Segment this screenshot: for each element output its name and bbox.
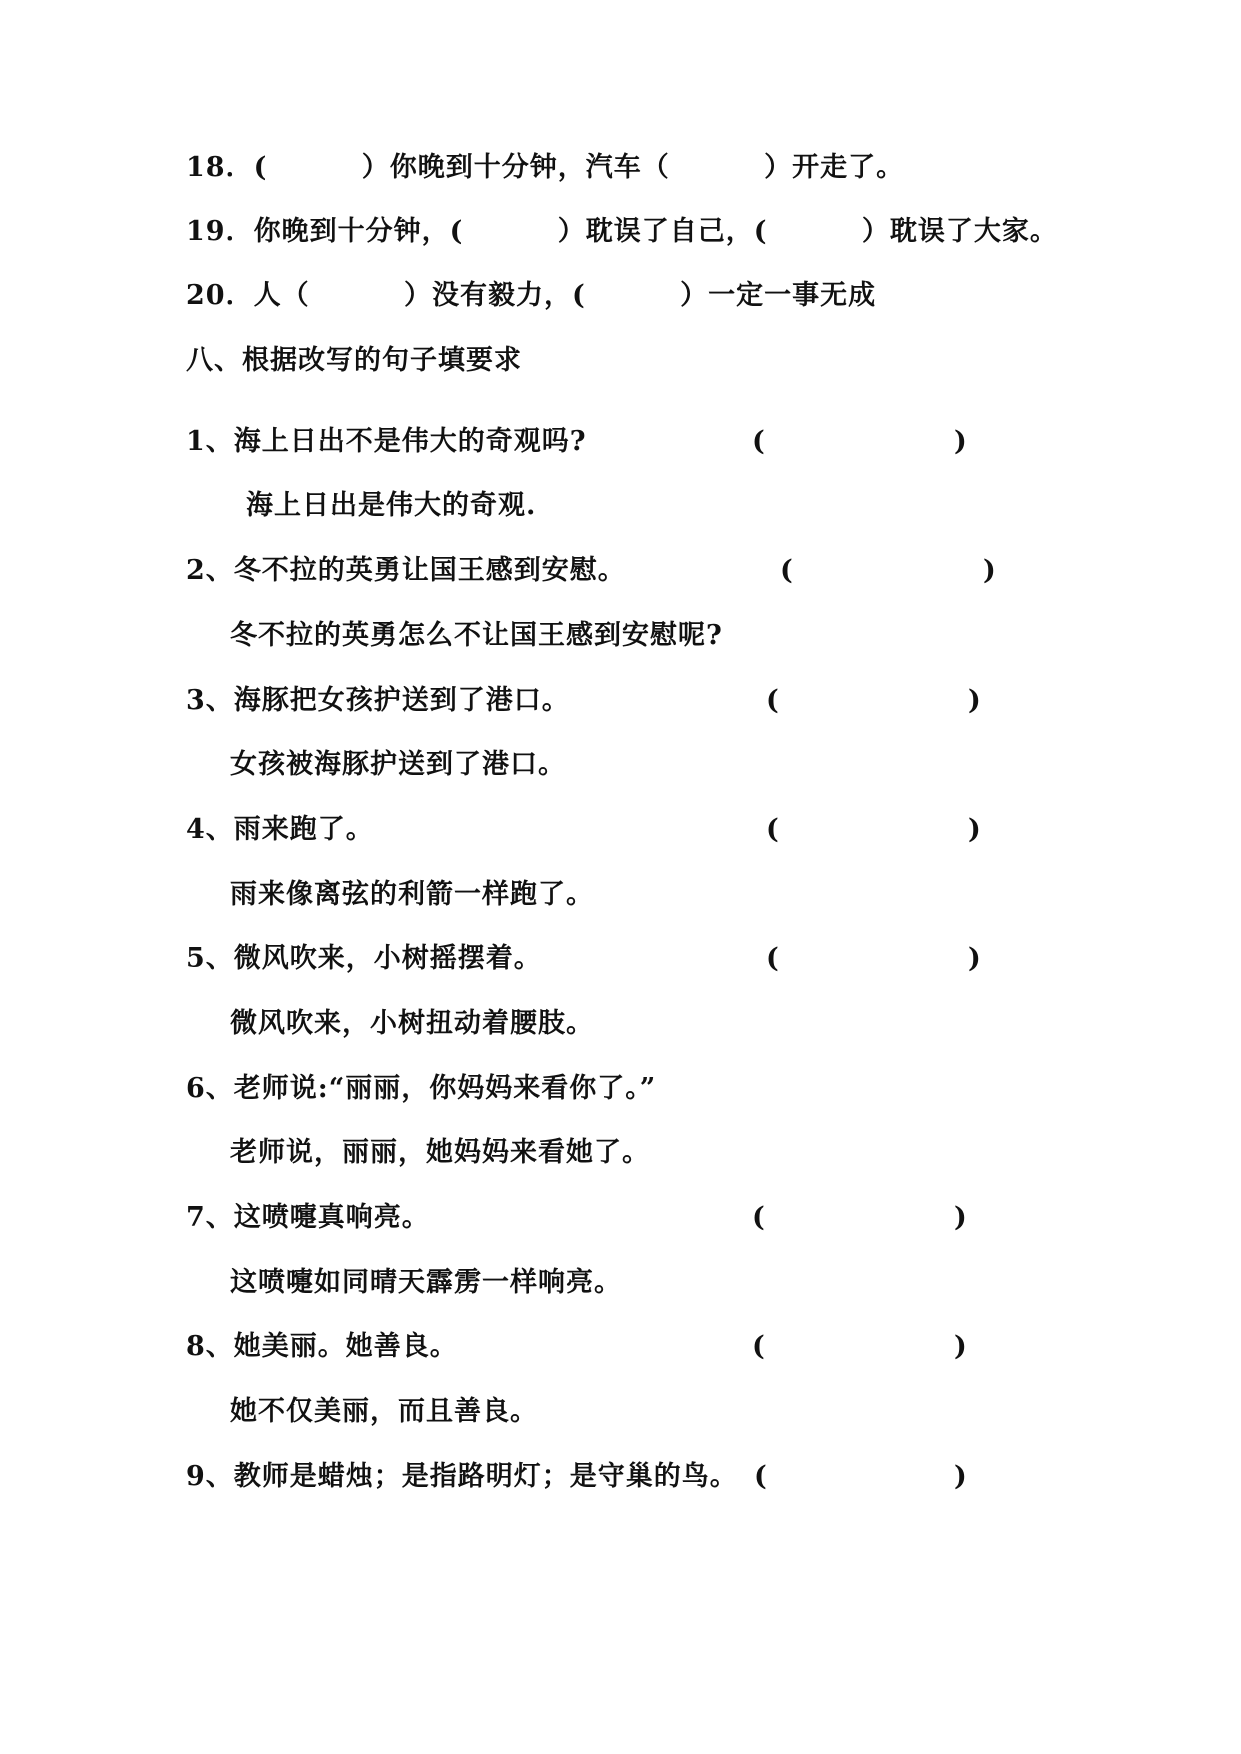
item-4-question: 4、雨来跑了。 bbox=[186, 814, 374, 845]
item-8-paren-open: ( bbox=[752, 1331, 765, 1362]
item-7-paren-open: ( bbox=[752, 1202, 765, 1233]
item-4-paren-close: ) bbox=[968, 814, 981, 845]
item-6-answer: 老师说，丽丽，她妈妈来看她了。 bbox=[230, 1137, 650, 1168]
item-3-answer: 女孩被海豚护送到了港口。 bbox=[230, 749, 566, 780]
item-4-answer: 雨来像离弦的利箭一样跑了。 bbox=[230, 879, 594, 910]
fill-blank-line-18: 18．( ）你晚到十分钟，汽车（ ）开走了。 bbox=[186, 152, 905, 183]
item-1-paren-open: ( bbox=[752, 426, 765, 457]
fill-blank-line-19: 19．你晚到十分钟，( ）耽误了自己，( ）耽误了大家。 bbox=[186, 216, 1058, 247]
item-2-question: 2、冬不拉的英勇让国王感到安慰。 bbox=[186, 555, 626, 586]
item-8-paren-close: ) bbox=[954, 1331, 967, 1362]
item-8-question: 8、她美丽。她善良。 bbox=[186, 1331, 458, 1362]
item-5-paren-open: ( bbox=[766, 943, 779, 974]
item-4-paren-open: ( bbox=[766, 814, 779, 845]
item-9-paren-open: ( bbox=[754, 1461, 767, 1492]
item-2-paren-close: ) bbox=[983, 555, 996, 586]
fill-blank-line-20: 20．人（ ）没有毅力，( ）一定一事无成 bbox=[186, 280, 877, 311]
item-8-answer: 她不仅美丽，而且善良。 bbox=[230, 1396, 538, 1427]
item-3-question: 3、海豚把女孩护送到了港口。 bbox=[186, 685, 570, 716]
item-3-paren-open: ( bbox=[766, 685, 779, 716]
item-5-question: 5、微风吹来，小树摇摆着。 bbox=[186, 943, 542, 974]
item-1-paren-close: ) bbox=[954, 426, 967, 457]
item-5-paren-close: ) bbox=[968, 943, 981, 974]
item-2-answer: 冬不拉的英勇怎么不让国王感到安慰呢? bbox=[230, 620, 723, 651]
item-1-question: 1、海上日出不是伟大的奇观吗? bbox=[186, 426, 587, 457]
item-6-question: 6、老师说:“丽丽，你妈妈来看你了。” bbox=[186, 1073, 657, 1104]
item-7-question: 7、这喷嚏真响亮。 bbox=[186, 1202, 430, 1233]
section-title: 八、根据改写的句子填要求 bbox=[186, 345, 522, 376]
item-1-answer: 海上日出是伟大的奇观. bbox=[246, 490, 537, 521]
item-9-question: 9、教师是蜡烛；是指路明灯；是守巢的鸟。 bbox=[186, 1461, 738, 1492]
item-5-answer: 微风吹来，小树扭动着腰肢。 bbox=[230, 1008, 594, 1039]
item-9-paren-close: ) bbox=[954, 1461, 967, 1492]
item-2-paren-open: ( bbox=[780, 555, 793, 586]
item-3-paren-close: ) bbox=[968, 685, 981, 716]
item-7-paren-close: ) bbox=[954, 1202, 967, 1233]
item-7-answer: 这喷嚏如同晴天霹雳一样响亮。 bbox=[230, 1267, 622, 1298]
